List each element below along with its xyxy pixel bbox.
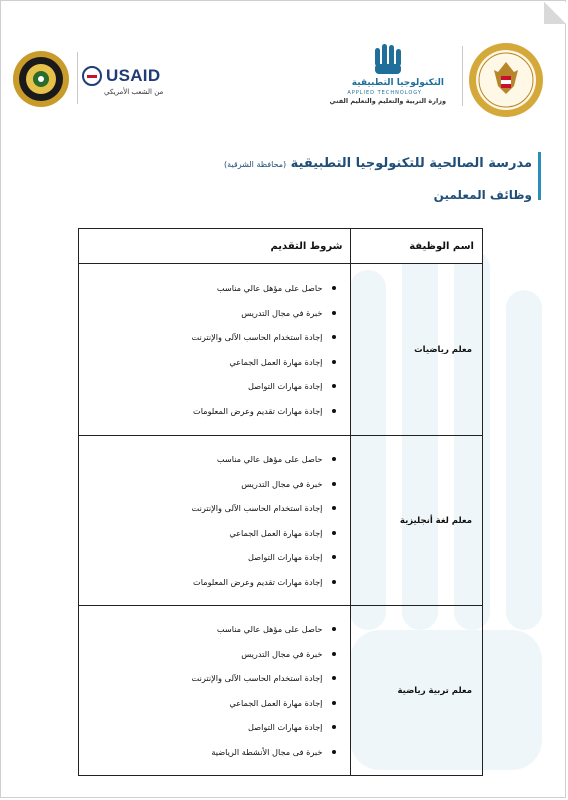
header-divider-left xyxy=(77,52,78,104)
requirements-cell xyxy=(79,264,351,436)
requirement-item: إجادة مهارات تقديم وعرض المعلومات xyxy=(85,399,338,424)
jobs-table xyxy=(78,228,483,776)
requirement-item: إجادة استخدام الحاسب الآلى والإنترنت xyxy=(85,325,338,350)
requirement-item: إجادة مهارات التواصل xyxy=(85,545,338,570)
header-divider-right xyxy=(462,46,463,106)
page-fold-corner xyxy=(544,2,566,24)
header-requirements: شروط التقديم xyxy=(79,229,351,264)
requirement-item: إجادة مهارات التواصل xyxy=(85,715,338,740)
job-title-cell: معلم لغة أنجليزية xyxy=(351,436,483,606)
ministry-of-education-seal-icon xyxy=(468,42,544,118)
requirement-item: خبرة في مجال التدريس xyxy=(85,472,338,497)
requirement-item: حاصل على مؤهل عالي مناسب xyxy=(85,276,338,301)
school-title xyxy=(224,156,532,171)
applied-technology-english-name: APPLIED TECHNOLOGY xyxy=(347,90,422,96)
table-row xyxy=(79,264,483,436)
usaid-logo xyxy=(82,66,172,102)
applied-technology-arabic-name: التكنولوجيا التطبيقية xyxy=(351,78,444,88)
table-row xyxy=(79,606,483,776)
usaid-tagline: من الشعب الأمريكي xyxy=(104,88,164,96)
requirements-cell xyxy=(79,436,351,606)
requirement-item: إجادة مهارات التواصل xyxy=(85,374,338,399)
job-title-cell: معلم رياضيات xyxy=(351,264,483,436)
requirements-cell xyxy=(79,606,351,776)
requirements-list xyxy=(85,447,338,594)
usaid-wordmark: USAID xyxy=(106,66,161,85)
requirement-item: حاصل على مؤهل عالي مناسب xyxy=(85,617,338,642)
title-accent-bar xyxy=(538,152,541,200)
ministry-name: وزارة التربية والتعليم والتعليم الفني xyxy=(329,97,446,105)
usaid-seal-icon xyxy=(82,66,102,86)
requirement-item: إجادة مهارة العمل الجماعي xyxy=(85,350,338,375)
requirement-item: خبرة فى مجال الأنشطة الرياضية xyxy=(85,740,338,765)
table-header-row xyxy=(79,229,483,264)
requirement-item: إجادة استخدام الحاسب الآلى والإنترنت xyxy=(85,666,338,691)
header-job-title: اسم الوظيفة xyxy=(351,229,483,264)
requirement-item: إجادة مهارات تقديم وعرض المعلومات xyxy=(85,570,338,595)
requirements-list xyxy=(85,617,338,764)
applied-technology-logo xyxy=(318,42,458,112)
applied-technology-hand-icon xyxy=(370,42,404,76)
requirement-item: خبرة في مجال التدريس xyxy=(85,642,338,667)
requirement-item: حاصل على مؤهل عالي مناسب xyxy=(85,447,338,472)
section-title: وظائف المعلمين xyxy=(433,188,532,202)
requirement-item: خبرة في مجال التدريس xyxy=(85,301,338,326)
school-name: مدرسة الصالحية للتكنولوجيا التطبيقية xyxy=(290,156,532,171)
requirement-item: إجادة مهارة العمل الجماعي xyxy=(85,691,338,716)
requirements-list xyxy=(85,276,338,423)
job-title-cell: معلم تربية رياضية xyxy=(351,606,483,776)
left-institution-seal-icon xyxy=(12,50,70,108)
requirement-item: إجادة مهارة العمل الجماعي xyxy=(85,521,338,546)
table-row xyxy=(79,436,483,606)
school-governorate: (محافظة الشرقية) xyxy=(224,160,287,169)
requirement-item: إجادة استخدام الحاسب الآلى والإنترنت xyxy=(85,496,338,521)
